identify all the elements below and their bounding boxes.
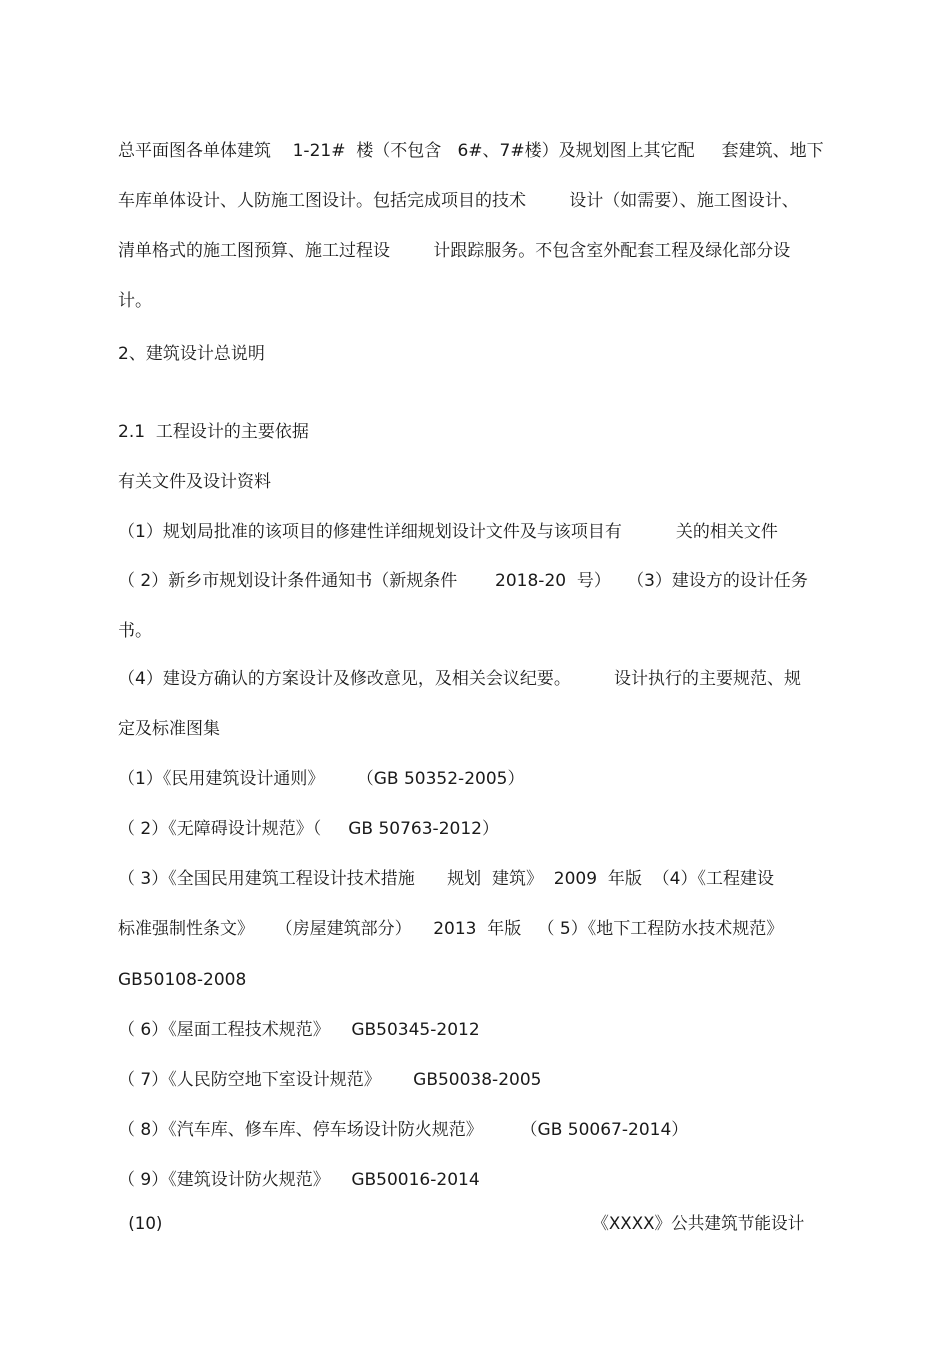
list-item: （4）建设方确认的方案设计及修改意见，及相关会议纪要。 设计执行的主要规范、规	[118, 669, 802, 689]
paragraph-line: 书。	[118, 621, 152, 641]
paragraph-line: 清单格式的施工图预算、施工过程设 计跟踪服务。不包含室外配套工程及绿化部分设	[118, 241, 791, 261]
list-item: （1）规划局批准的该项目的修建性详细规划设计文件及与该项目有 关的相关文件	[118, 522, 778, 542]
list-item: （ 2）《无障碍设计规范》（ GB 50763-2012）	[118, 819, 499, 839]
list-item: （ 6）《屋面工程技术规范》 GB50345-2012	[118, 1020, 480, 1040]
section-heading: 2、建筑设计总说明	[118, 344, 265, 364]
list-item: 标准强制性条文》 （房屋建筑部分） 2013 年版 （ 5）《地下工程防水技术规范》	[118, 919, 784, 939]
paragraph-line: 车库单体设计、人防施工图设计。包括完成项目的技术 设计（如需要）、施工图设计、	[118, 191, 799, 211]
paragraph-line: 总平面图各单体建筑 1-21# 楼（不包含 6#、7#楼）及规划图上其它配 套建筑、地下	[118, 141, 824, 161]
paragraph-line: 有关文件及设计资料	[118, 472, 271, 492]
list-item: （ 7）《人民防空地下室设计规范》 GB50038-2005	[118, 1070, 542, 1090]
list-item-title: 《XXXX》公共建筑节能设计	[592, 1214, 805, 1234]
list-item: （1）《民用建筑设计通则》 （GB 50352-2005）	[118, 769, 525, 789]
paragraph-line: 定及标准图集	[118, 719, 220, 739]
list-item: （ 2）新乡市规划设计条件通知书（新规条件 2018-20 号） （3）建设方的设计任务	[118, 571, 808, 591]
subsection-heading: 2.1 工程设计的主要依据	[118, 422, 309, 442]
list-item: （ 9）《建筑设计防火规范》 GB50016-2014	[118, 1170, 480, 1190]
paragraph-line: 计。	[118, 291, 152, 311]
list-item-number: (10)	[128, 1214, 163, 1234]
list-item: （ 8）《汽车库、修车库、停车场设计防火规范》 （GB 50067-2014）	[118, 1120, 689, 1140]
list-item: （ 3）《全国民用建筑工程设计技术措施 规划 建筑》 2009 年版 （4）《工程建设	[118, 869, 774, 889]
paragraph-line: GB50108-2008	[118, 970, 247, 990]
list-item-10	[0, 1213, 930, 1235]
